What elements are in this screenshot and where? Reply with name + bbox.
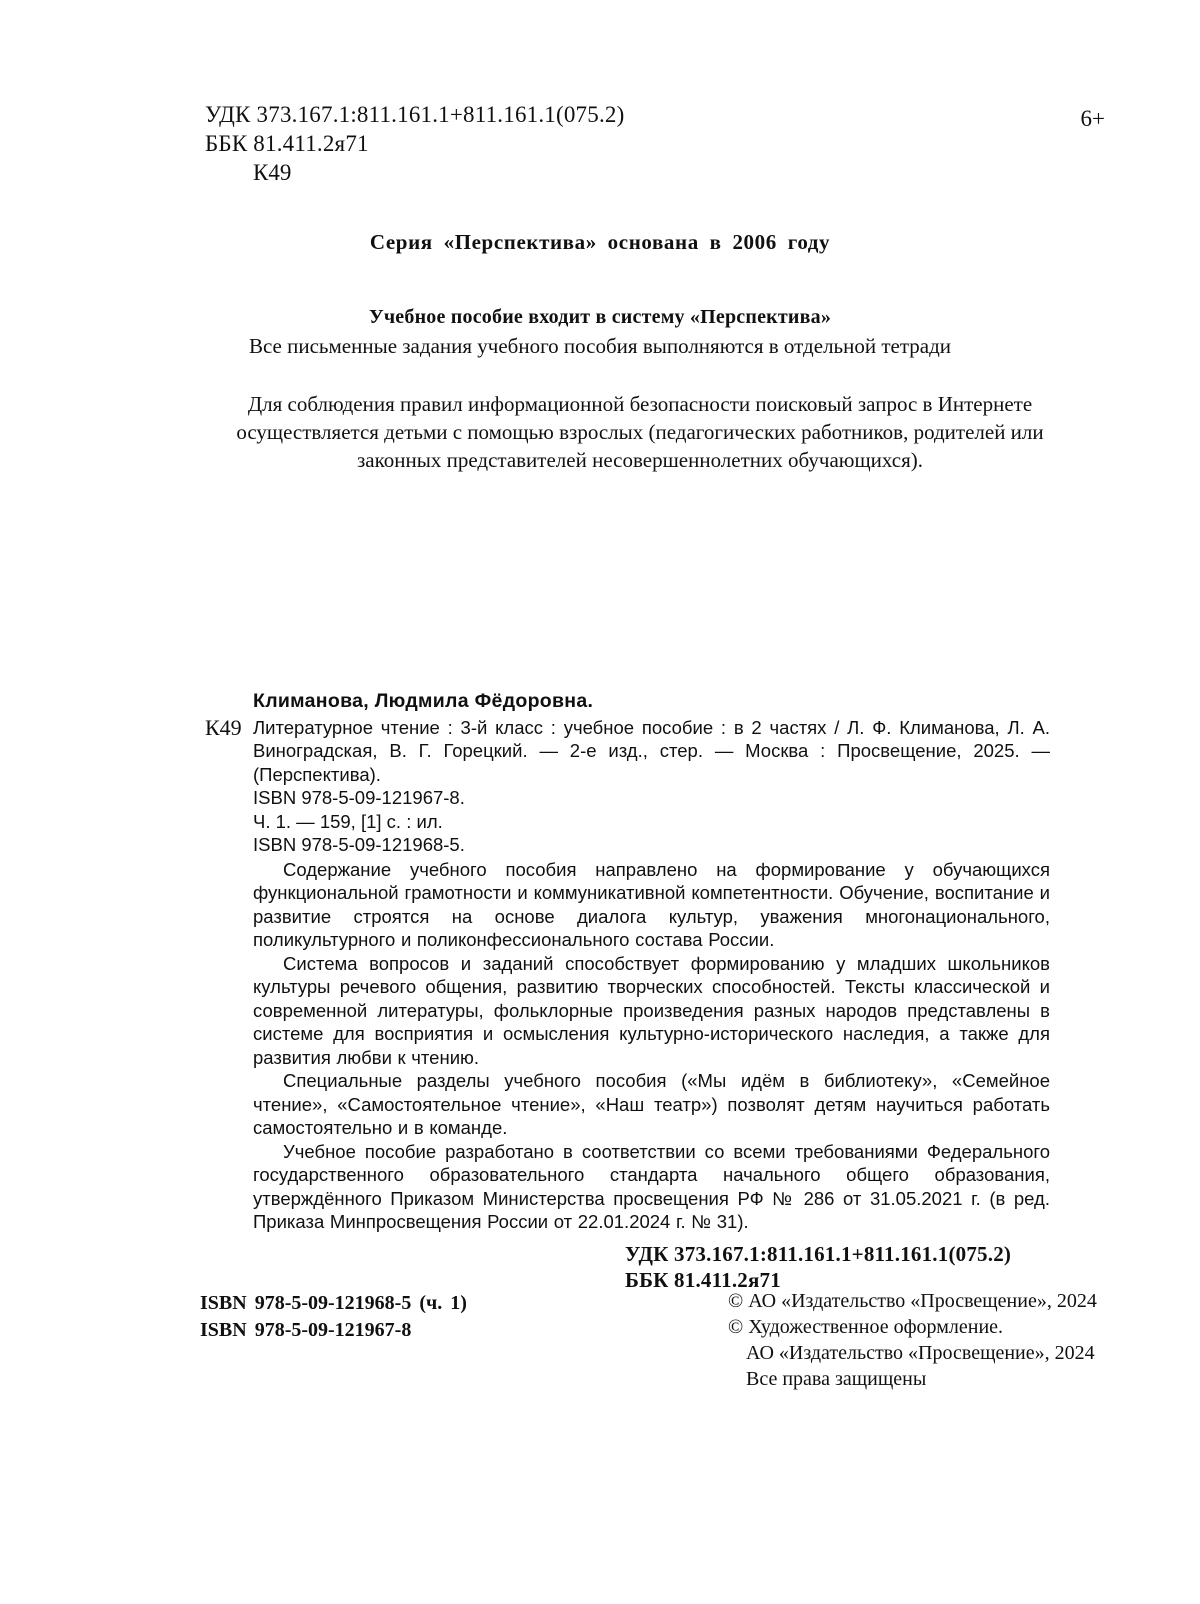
safety-note: Для соблюдения правил информационной безопасности поисковый запрос в Интернете осуществляется детьми с помощью взрослых (педагогических работников, родителей или законных представителей несовершеннолетних обучающихся). (236, 392, 1044, 472)
copyright-design-line1: © Художественное оформление. (728, 1316, 1004, 1338)
card-classification-codes (625, 1241, 1050, 1293)
isbn-part: ISBN 978-5-09-121968-5. (253, 834, 465, 855)
udk-code-bottom: УДК 373.167.1:811.161.1+811.161.1(075.2) (625, 1241, 1012, 1266)
footer-isbn-block (200, 1290, 467, 1344)
footer-isbn-part: ISBN 978-5-09-121968-5 (ч. 1) (200, 1292, 467, 1314)
udk-code: УДК 373.167.1:811.161.1+811.161.1(075.2) (205, 102, 625, 127)
author-name: Климанова, Людмила Фёдоровна. (253, 690, 594, 712)
cutter-code: К49 (253, 160, 292, 185)
rights-reserved: Все права защищены (746, 1368, 927, 1390)
card-cutter-code: К49 (205, 714, 242, 740)
bbk-code: ББК 81.411.2я71 (205, 131, 369, 156)
copyright-design-line2: АО «Издательство «Просвещение», 2024 (746, 1342, 1095, 1364)
bbk-code-bottom: ББК 81.411.2я71 (625, 1267, 781, 1292)
series-note: Серия «Перспектива» основана в 2006 году (369, 230, 831, 254)
annotation-paragraph-3: Специальные разделы учебного пособия («Мы идём в библиотеку», «Семейное чтение», «Самостоятельное чтение», «Наш театр») позволят детям научиться работать самостоятельно и в команде. (253, 1070, 1050, 1138)
isbn-set: ISBN 978-5-09-121967-8. (253, 787, 465, 808)
title-description: Литературное чтение : 3-й класс : учебное пособие : в 2 частях / Л. Ф. Климанова, Л. А. Виноградская, В. Г. Горецкий. — 2-е изд., стер. — Москва : Просвещение, 2025. — (Перспектива). (253, 716, 1050, 785)
footer-isbn-set: ISBN 978-5-09-121967-8 (200, 1319, 412, 1341)
description-row (205, 716, 1050, 787)
written-tasks-note: Все письменные задания учебного пособия выполняются в отдельной тетради (248, 334, 952, 358)
annotation-paragraph-4: Учебное пособие разработано в соответствии со всеми требованиями Федерального государственного образовательного стандарта начального общего образования, утверждённого Приказом Министерства просвещения РФ № 286 от 31.05.2021 г. (в ред. Приказа Минпросвещения России от 22.01.2024 г. № 31). (253, 1140, 1050, 1232)
annotation-paragraph-2: Система вопросов и заданий способствует формированию у младших школьников культуры речевого общения, развитию творческих способностей. Тексты классической и современной литературы, фольклорные произведения разных народов представлены в системе для восприятия и осмысления культурно-исторического наследия, а также для развития любви к чтению. (253, 952, 1050, 1068)
copyright-publisher: © АО «Издательство «Просвещение», 2024 (728, 1290, 1097, 1312)
part-info: Ч. 1. — 159, [1] с. : ил. (253, 810, 443, 832)
annotation-paragraph-1: Содержание учебного пособия направлено на формирование у обучающихся функциональной грамотности и коммуникативной компетентности. Обучение, воспитание и развитие строятся на основе диалога культур, уважения многонационального, поликультурного и поликонфессионального состава России. (253, 858, 1050, 950)
copyright-block (728, 1288, 1097, 1392)
bibliographic-card (205, 690, 1050, 1293)
age-rating-mark: 6+ (1080, 106, 1105, 131)
system-note: Учебное пособие входит в систему «Перспектива» (368, 306, 832, 328)
classification-block (205, 100, 1105, 187)
